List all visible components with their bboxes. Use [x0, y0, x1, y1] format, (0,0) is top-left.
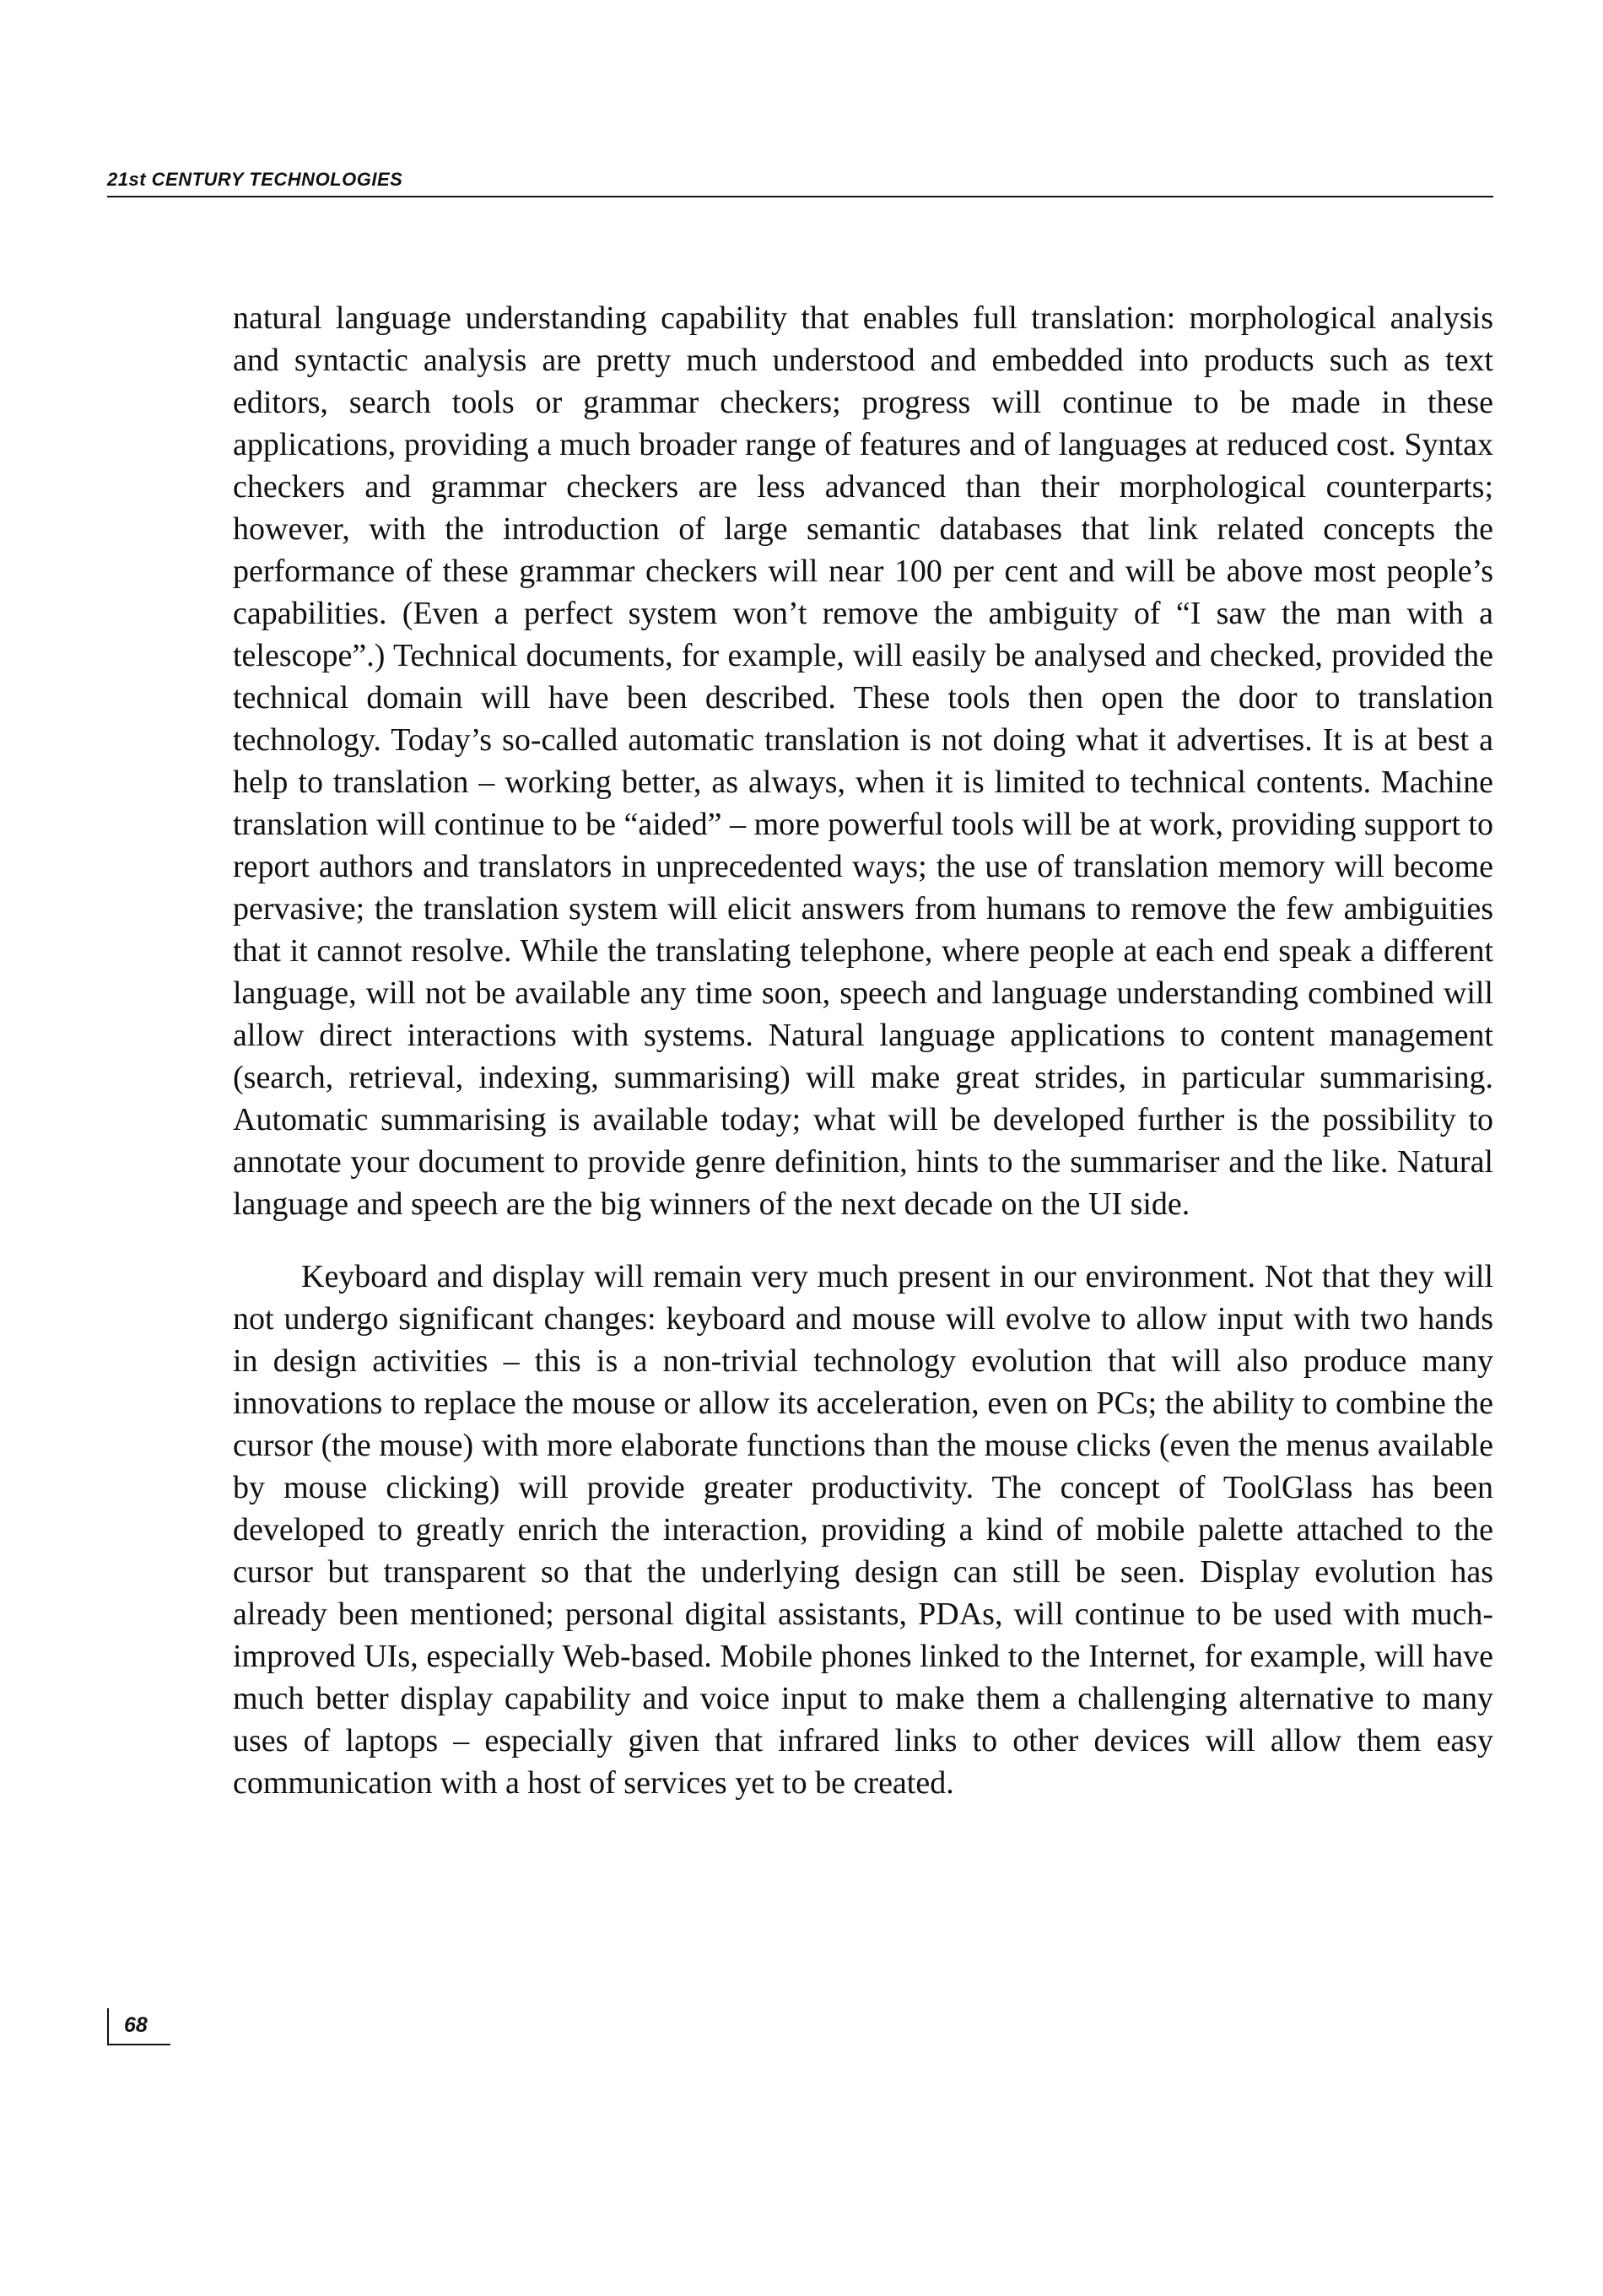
page-number: 68 — [107, 2008, 170, 2045]
paragraph-1: natural language understanding capability that enables full translation: morphological analysis and syntactic analysis are pretty much understood and embedded into products such as text editors, search tools or grammar checkers; progress will continue to be made in these applications, providing a much broader range of features and of languages at reduced cost. Syntax checkers and grammar checkers are less advanced than their morphological counterparts; however, with the introduction of large semantic databases that link related concepts the performance of these grammar checkers will near 100 per cent and will be above most people’s capabilities. (Even a perfect system won’t remove the ambiguity of “I saw the man with a telescope”.) Technical documents, for example, will easily be analysed and checked, provided the technical domain will have been described. These tools then open the door to translation technology. Today’s so-called automatic translation is not doing what it advertises. It is at best a help to translation – working better, as always, when it is limited to technical contents. Machine translation will continue to be “aided” – more powerful tools will be at work, providing support to report authors and translators in unprecedented ways; the use of translation memory will become pervasive; the translation system will elicit answers from humans to remove the few ambiguities that it cannot resolve. While the translating telephone, where people at each end speak a different language, will not be available any time soon, speech and language understanding combined will allow direct interactions with systems. Natural language applications to content management (search, retrieval, indexing, summarising) will make great strides, in particular summarising. Automatic summarising is available today; what will be developed further is the possibility to annotate your document to provide genre definition, hints to the summariser and the like. Natural language and speech are the big winners of the next decade on the UI side. — [233, 300, 1493, 1222]
paragraph-2: Keyboard and display will remain very much present in our environment. Not that they will not undergo significant changes: keyboard and mouse will evolve to allow input with two hands in design activities – this is a non-trivial technology evolution that will also produce many innovations to replace the mouse or allow its acceleration, even on PCs; the ability to combine the cursor (the mouse) with more elaborate functions than the mouse clicks (even the menus available by mouse clicking) will provide greater productivity. The concept of ToolGlass has been developed to greatly enrich the interaction, providing a kind of mobile palette attached to the cursor but transparent so that the underlying design can still be seen. Display evolution has already been mentioned; personal digital assistants, PDAs, will continue to be used with much-improved UIs, especially Web-based. Mobile phones linked to the Internet, for example, will have much better display capability and voice input to make them a challenging alternative to many uses of laptops – especially given that infrared links to other devices will allow them easy communication with a host of services yet to be created. — [233, 1259, 1493, 1801]
body-text — [233, 297, 1493, 1804]
running-head: 21st CENTURY TECHNOLOGIES — [107, 169, 403, 190]
header-rule — [107, 196, 1493, 197]
